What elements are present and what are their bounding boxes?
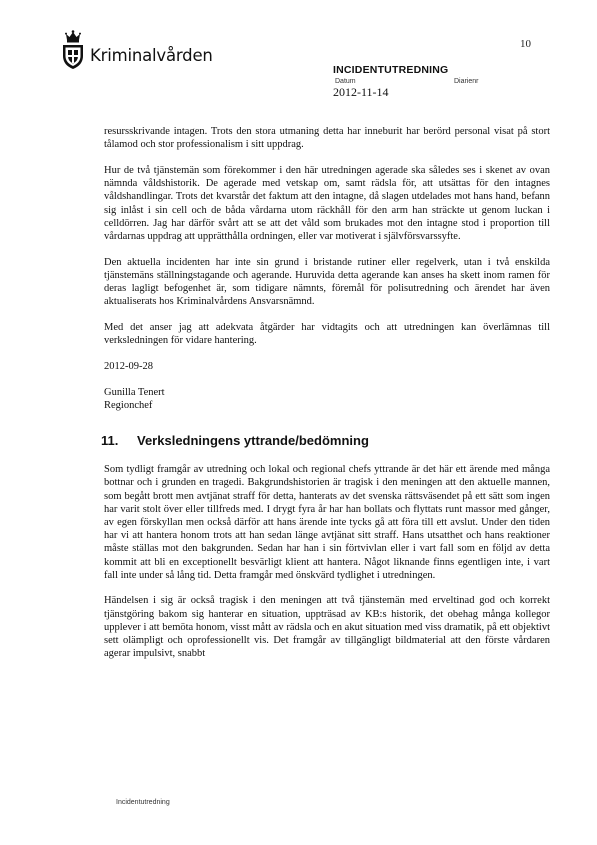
section-heading xyxy=(101,434,550,447)
signature-date-block xyxy=(104,360,550,373)
signature-title: Regionchef xyxy=(104,399,153,411)
page-number: 10 xyxy=(520,38,531,50)
diarie-label: Diarienr xyxy=(454,78,479,85)
section-paragraph: Händelsen i sig är också tragisk i den meningen att två tjänstemän med erveltinad god och korrekt tjänstgöring bakom sig hanterar en situation, uppträsad av KB:s historik, det obehag många kollegor upplever i att bemöta honom, visst mått av rädsla och en akut situation med viss dramatik, på ett objektivt sett olämpligt och oprofessionellt vis. Det framgår av tillgängligt bildmaterial att den förste vårdaren agerar impulsivt, snabbt xyxy=(104,595,550,660)
footer-text: Incidentutredning xyxy=(116,799,170,806)
section-title: Verksledningens yttrande/bedömning xyxy=(137,432,369,448)
signature-date: 2012-09-28 xyxy=(104,360,153,372)
document-date: 2012-11-14 xyxy=(333,85,389,99)
section-paragraph: Som tydligt framgår av utredning och lokal och regional chefs yttrande är det här ett ärende med många bottnar och i grunden en tragedi. Bakgrundshistorien är tragisk i den meningen att den aktuelle mannen, som begått brott men avtjänat straff för detta, hanterats av det svenska rättsväsendet på ett sätt som ingen har varit stolt över eller tillfreds med. I drygt fyra år har han bollats och flyttats runt massor med gånger, av egen förskyllan men också därför att hans ärende inte tycks gå att föra till ett avslut. Under den tiden har vi att hantera honom trots att han sedan länge avtjänat sitt straff. Hans utsatthet och hans reaktioner måste ställas mot den bakgrunden. Sedan har han i sin förtvivlan eller i vart fall som en följd av detta kommit att bli en exceptionellt besvärligt klient att hantera. Något liknande finns egentligen inte, i vart fall inte under så lång tid. Detta framgår med önskvärd tydlighet i utredningen. xyxy=(104,464,550,581)
body-paragraph: Den aktuella incidenten har inte sin grund i bristande rutiner eller regelverk, utan i två enskilda tjänstemäns ställningstagande och agerande. Huruvida detta agerande kan anses ha skett inom ramen för deras lagligt befogenhet är, som tidigare nämnts, föremål för polisutredning och ärendet har även aktualiserats hos Kriminalvårdens Ansvarsnämnd. xyxy=(104,256,550,308)
body-paragraph: resursskrivande intagen. Trots den stora utmaning detta har inneburit har berörd personal visat på stort tålamod och stor professionalism i sitt uppdrag. xyxy=(104,126,550,151)
document-body xyxy=(101,125,550,673)
date-label: Datum xyxy=(335,78,356,85)
body-paragraph: Hur de två tjänstemän som förekommer i den här utredningen agerade ska således ses i skenet av ovan nämnda våldshistorik. De agerade med vetskap om, samt rädsla för, att utsättas för den intagnes våldshandlingar. Trots det kvarstår det faktum att den intagne, då slagen utdelades mot hans hand, befann sig inlåst i sin cell och de båda vårdarna utom räckhåll för den arm han sträckte ut genom luckan i celldörren. Jag har därför svårt att se att det våld som brukades mot den intagne stod i proportion till vårdarnas uppdrag att upprätthålla ordningen, eller var motiverat i självförsvarssyfte. xyxy=(104,164,550,242)
body-paragraph: Med det anser jag att adekvata åtgärder har vidtagits och att utredningen kan överlämnas till verksledningen för vidare hantering. xyxy=(104,321,550,347)
brand-name: Kriminalvården xyxy=(90,46,213,65)
signature-name: Gunilla Tenert xyxy=(104,386,165,398)
signature-block xyxy=(104,386,550,412)
document-type: INCIDENTUTREDNING xyxy=(333,64,449,76)
crown-shield-logo-icon xyxy=(60,30,86,70)
section-number: 11. xyxy=(101,432,119,448)
